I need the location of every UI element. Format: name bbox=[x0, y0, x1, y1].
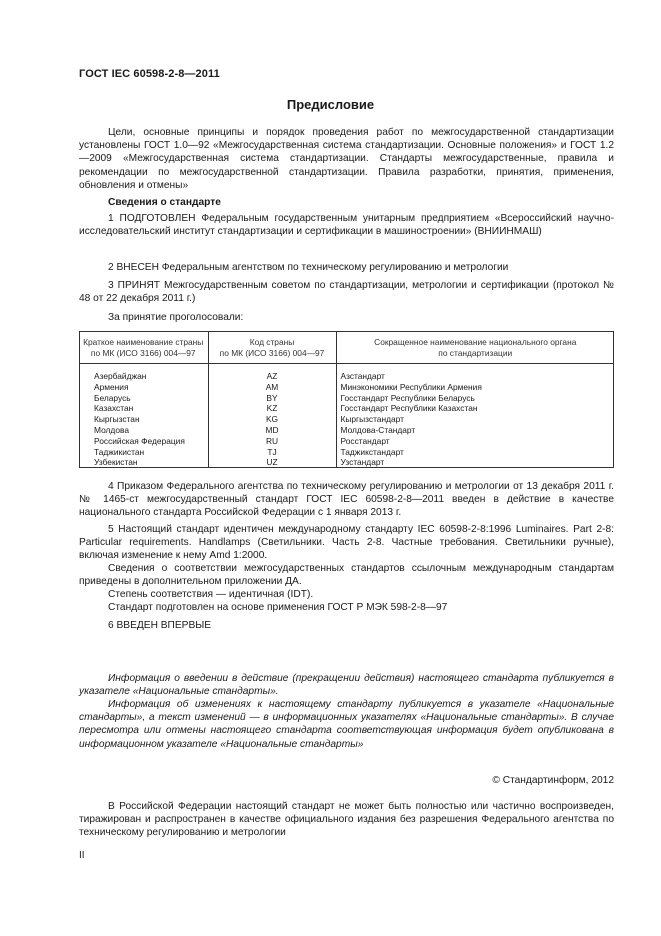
standards-body: Росстандарт bbox=[340, 435, 390, 446]
country-code: KG bbox=[208, 414, 336, 425]
country-code: KZ bbox=[208, 403, 336, 414]
country-name: Беларусь bbox=[79, 393, 208, 404]
table-header-country: Краткое наименование страны по МК (ИСО 3166) 004—97 bbox=[79, 331, 208, 364]
item-3-paragraph: 3 ПРИНЯТ Межгосударственным советом по стандартизации, метрологии и сертификации (протокол № 48 от 22 декабря 2011 г.) bbox=[79, 280, 614, 305]
standards-body: Кыргызстандарт bbox=[340, 414, 404, 425]
country-name: Казахстан bbox=[79, 403, 208, 414]
table-row bbox=[79, 457, 614, 468]
table-row bbox=[79, 393, 614, 404]
country-name: Российская Федерация bbox=[79, 436, 208, 447]
standards-body: Азстандарт bbox=[340, 371, 385, 381]
references-note: Сведения о соответствии межгосударственных стандартов ссылочным международным стандартам приведены в дополнительном приложении ДА. bbox=[79, 563, 614, 588]
standards-body: Госстандарт Республики Казахстан bbox=[340, 403, 478, 414]
country-name: Молдова bbox=[79, 425, 208, 436]
table-header-code: Код страны по МК (ИСО 3166) 004—97 bbox=[208, 331, 336, 364]
country-name: Таджикистан bbox=[79, 447, 208, 458]
table-header-row bbox=[79, 331, 614, 364]
standards-body: Таджикстандарт bbox=[340, 446, 404, 457]
copyright: © Стандартинформ, 2012 bbox=[492, 775, 614, 786]
basis-note: Стандарт подготовлен на основе применения ГОСТ Р МЭК 598-2-8—97 bbox=[108, 602, 448, 613]
standards-body: Минэкономики Республики Армения bbox=[340, 381, 482, 392]
table-row bbox=[79, 364, 614, 382]
country-code: BY bbox=[208, 393, 336, 404]
item-5-paragraph: 5 Настоящий стандарт идентичен международному стандарту IEC 60598-2-8:1996 Luminaires. Part 2-8: Particular requirements. Handlamps (Светильники. Часть 2-8. Частные требования. Светильники ручные), включая изменение к нему Amd 1:2000. bbox=[79, 524, 614, 562]
country-code: AM bbox=[208, 382, 336, 393]
item-2-paragraph: 2 ВНЕСЕН Федеральным агентством по техническому регулированию и метрологии bbox=[108, 262, 509, 273]
document-header: ГОСТ IEC 60598-2-8—2011 bbox=[79, 68, 220, 80]
table-row bbox=[79, 414, 614, 425]
country-code: RU bbox=[208, 436, 336, 447]
legal-notice: В Российской Федерации настоящий стандарт не может быть полностью или частично воспроизведен, тиражирован и распространен в качестве официального издания без разрешения Федерального агентства по техническому регулированию и метрологии bbox=[79, 801, 614, 839]
country-code: TJ bbox=[208, 447, 336, 458]
info-changes-note: Информация об изменениях к настоящему стандарту публикуется в указателе «Национальные стандарты», а текст изменений — в информационных указателях «Национальные стандарты». В случае пересмотра или отмены настоящего стандарта соответствующая информация будет опубликована в информационном указателе «Национальные стандарты» bbox=[79, 699, 614, 750]
page-title: Предисловие bbox=[286, 97, 375, 112]
info-publication-note: Информация о введении в действие (прекращении действия) настоящего стандарта публикуется в указателе «Национальные стандарты». bbox=[79, 673, 614, 698]
standards-body: Молдова-Стандарт bbox=[340, 424, 416, 435]
table-row bbox=[79, 425, 614, 436]
country-code: UZ bbox=[208, 457, 336, 468]
standards-body: Узстандарт bbox=[340, 457, 385, 468]
page-number: II bbox=[79, 850, 85, 861]
table-row bbox=[79, 382, 614, 393]
table-header-body: Сокращенное наименование национального органа по стандартизации bbox=[336, 331, 614, 364]
vote-caption: За принятие проголосовали: bbox=[108, 312, 244, 323]
country-name: Кыргызстан bbox=[79, 414, 208, 425]
item-6-paragraph: 6 ВВЕДЕН ВПЕРВЫЕ bbox=[108, 620, 212, 631]
country-name: Азербайджан bbox=[79, 364, 208, 382]
item-1-paragraph: 1 ПОДГОТОВЛЕН Федеральным государственным унитарным предприятием «Всероссийский научно-исследовательский институт стандартизации и сертификации в машиностроении» (ВНИИНМАШ) bbox=[79, 213, 614, 238]
section-heading: Сведения о стандарте bbox=[108, 197, 221, 208]
country-name: Армения bbox=[79, 382, 208, 393]
table-row bbox=[79, 403, 614, 414]
item-4-paragraph: 4 Приказом Федерального агентства по техническому регулированию и метрологии от 13 декабря 2011 г. № 1465-ст межгосударственный стандарт ГОСТ IEC 60598-2-8—2011 введен в действие в качестве национального стандарта Российской Федерации с 1 января 2013 г. bbox=[79, 481, 614, 519]
countries-table bbox=[79, 331, 614, 468]
standards-body: Госстандарт Республики Беларусь bbox=[340, 392, 475, 403]
country-name: Узбекистан bbox=[79, 457, 208, 468]
country-code: MD bbox=[208, 425, 336, 436]
intro-paragraph: Цели, основные принципы и порядок проведения работ по межгосударственной стандартизации установлены ГОСТ 1.0—92 «Межгосударственная система стандартизации. Основные положения» и ГОСТ 1.2—2009 «Межгосударственная система стандартизации. Стандарты межгосударственные, правила и рекомендации по межгосударственной стандартизации. Правила разработки, принятия, применения, обновления и отмены» bbox=[79, 127, 614, 191]
table-row bbox=[79, 447, 614, 458]
country-code: AZ bbox=[208, 364, 336, 382]
table-row bbox=[79, 436, 614, 447]
conformity-degree: Степень соответствия — идентичная (IDT). bbox=[108, 589, 314, 600]
